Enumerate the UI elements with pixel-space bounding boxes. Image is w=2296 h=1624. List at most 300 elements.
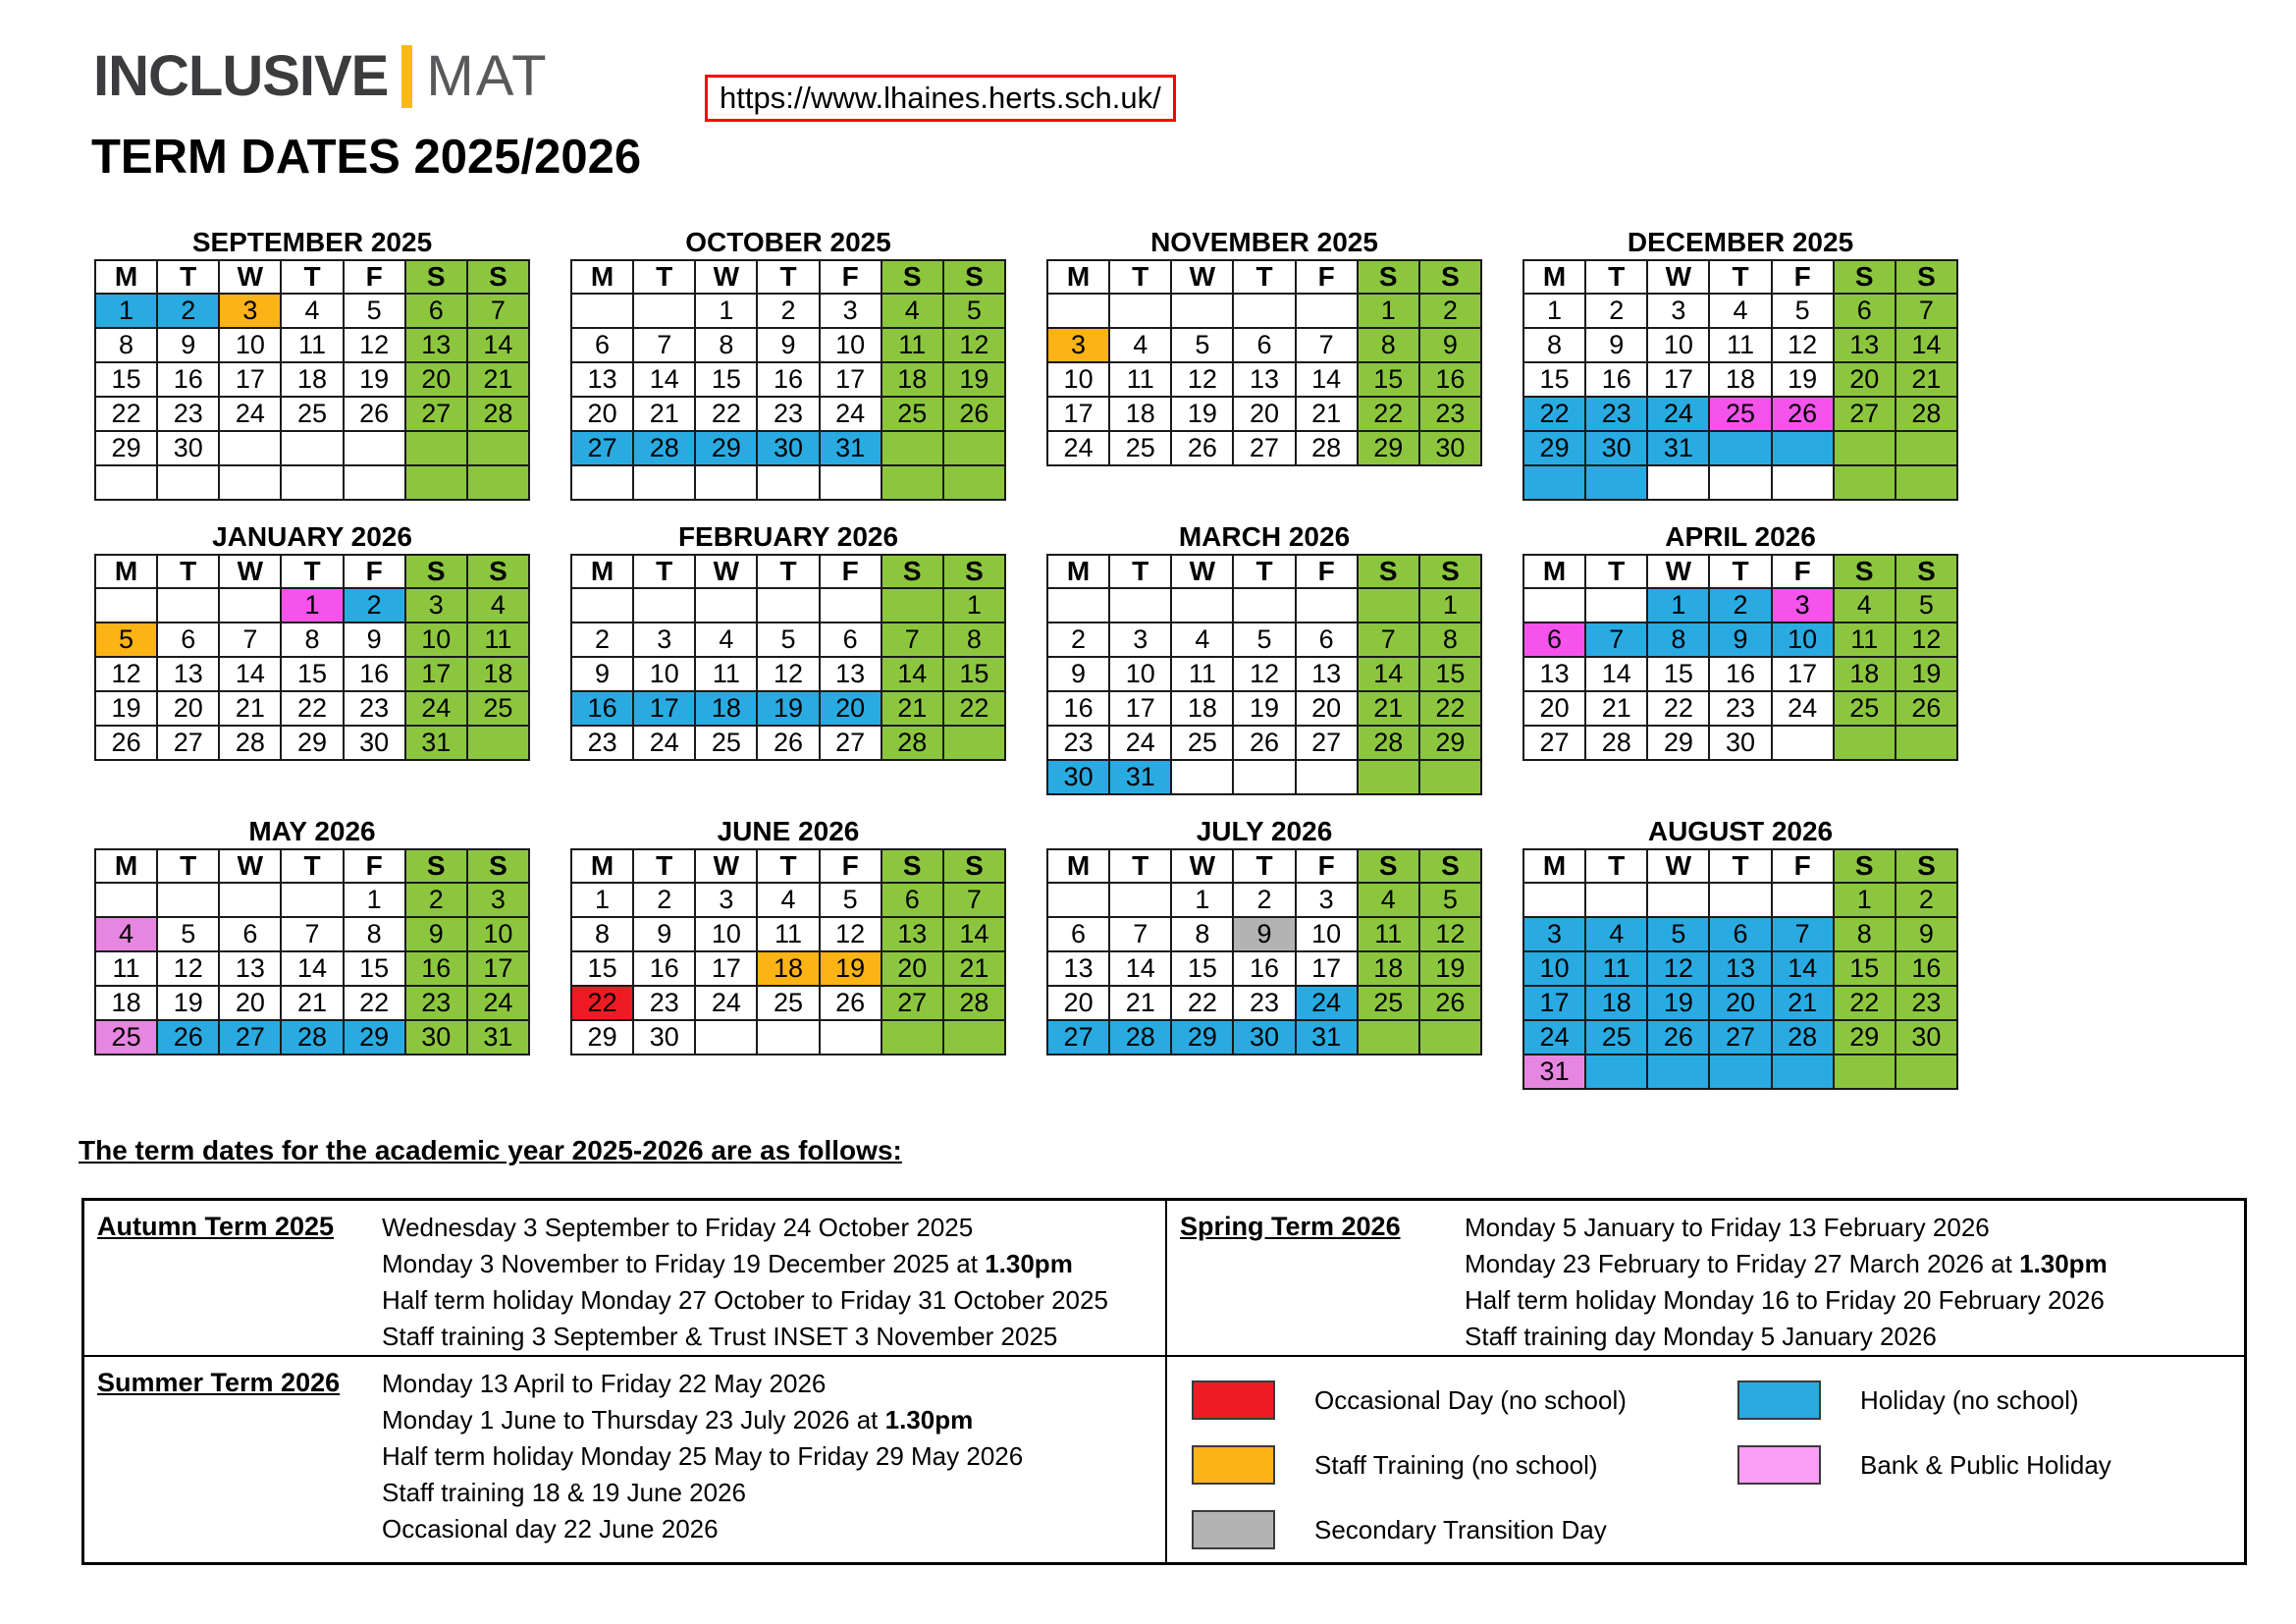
day-cell: [1709, 431, 1771, 465]
legend-item: [1192, 1380, 1737, 1420]
day-cell: [1834, 465, 1896, 500]
day-header-cell: S: [1834, 849, 1896, 883]
day-cell: 29: [281, 726, 343, 760]
day-header-cell: S: [1358, 849, 1419, 883]
day-header-cell: F: [1772, 555, 1834, 588]
day-cell: 19: [1772, 362, 1834, 397]
day-cell: 31: [405, 726, 467, 760]
day-cell: 29: [1358, 431, 1419, 465]
day-cell: 30: [1047, 760, 1109, 794]
term-detail-line: Monday 23 February to Friday 27 March 2026 at 1.30pm: [1465, 1249, 2108, 1278]
day-cell: 9: [1047, 657, 1109, 691]
day-cell: 23: [1419, 397, 1481, 431]
week-row: [571, 623, 1005, 657]
day-cell: 8: [281, 623, 343, 657]
day-cell: 14: [219, 657, 281, 691]
day-cell: 27: [157, 726, 219, 760]
term-detail-line: Monday 3 November to Friday 19 December 2025 at 1.30pm: [382, 1249, 1073, 1278]
week-row: [95, 986, 529, 1020]
day-header-cell: S: [1358, 260, 1419, 294]
day-cell: 22: [281, 691, 343, 726]
day-cell: 24: [1523, 1020, 1585, 1055]
day-cell: 29: [1523, 431, 1585, 465]
legend-swatch-blue: [1737, 1380, 1821, 1420]
day-cell: 17: [219, 362, 281, 397]
week-row: [1523, 726, 1957, 760]
day-cell: [1647, 465, 1709, 500]
day-cell: 29: [95, 431, 157, 465]
term-detail-line: Half term holiday Monday 25 May to Friday 29 May 2026: [382, 1441, 1024, 1471]
day-cell: 7: [1896, 294, 1957, 328]
day-header-cell: T: [1709, 555, 1771, 588]
week-row: [1047, 328, 1481, 362]
day-cell: 18: [1585, 986, 1647, 1020]
day-cell: [1109, 588, 1171, 623]
month-title: JULY 2026: [1196, 816, 1333, 846]
day-cell: 26: [1772, 397, 1834, 431]
day-cell: 22: [695, 397, 757, 431]
day-cell: 23: [1709, 691, 1771, 726]
day-cell: 21: [467, 362, 529, 397]
day-cell: 10: [820, 328, 881, 362]
day-cell: 21: [881, 691, 943, 726]
week-row: [95, 328, 529, 362]
day-cell: [1419, 760, 1481, 794]
day-cell: [571, 465, 633, 500]
day-cell: [1523, 465, 1585, 500]
term-detail-line: Monday 5 January to Friday 13 February 2026: [1465, 1213, 1990, 1242]
day-cell: 22: [344, 986, 405, 1020]
day-cell: 11: [1709, 328, 1771, 362]
day-header-cell: T: [757, 849, 819, 883]
day-cell: 5: [1772, 294, 1834, 328]
day-cell: 15: [571, 951, 633, 986]
day-header-cell: W: [1647, 849, 1709, 883]
week-row: [95, 691, 529, 726]
week-row: [1523, 691, 1957, 726]
day-cell: 1: [943, 588, 1005, 623]
day-cell: 20: [881, 951, 943, 986]
day-cell: [943, 431, 1005, 465]
week-row: [1523, 397, 1957, 431]
day-cell: 12: [1233, 657, 1295, 691]
day-cell: 15: [943, 657, 1005, 691]
day-cell: 2: [1709, 588, 1771, 623]
week-row: [95, 588, 529, 623]
day-header-cell: T: [157, 260, 219, 294]
day-cell: 17: [1772, 657, 1834, 691]
day-cell: 25: [1834, 691, 1896, 726]
day-cell: 29: [1171, 1020, 1233, 1055]
day-header-row: [571, 260, 1005, 294]
day-cell: [1585, 465, 1647, 500]
day-cell: 4: [95, 917, 157, 951]
day-cell: 25: [757, 986, 819, 1020]
day-cell: [1896, 465, 1957, 500]
day-cell: 10: [1047, 362, 1109, 397]
term-detail-line: Monday 13 April to Friday 22 May 2026: [382, 1369, 827, 1398]
week-row: [95, 951, 529, 986]
month-table: [94, 848, 530, 1056]
day-cell: 24: [695, 986, 757, 1020]
day-cell: 14: [1109, 951, 1171, 986]
week-row: [95, 883, 529, 917]
day-cell: 28: [1896, 397, 1957, 431]
day-cell: 13: [881, 917, 943, 951]
month-calendar: [1522, 228, 1958, 501]
day-cell: 15: [1358, 362, 1419, 397]
day-cell: 25: [467, 691, 529, 726]
week-row: [571, 588, 1005, 623]
day-header-cell: S: [1896, 555, 1957, 588]
day-cell: 8: [695, 328, 757, 362]
school-url-link[interactable]: https://www.lhaines.herts.sch.uk/: [705, 75, 1176, 122]
day-header-cell: S: [467, 260, 529, 294]
day-cell: 25: [95, 1020, 157, 1055]
day-cell: 23: [344, 691, 405, 726]
day-cell: 24: [820, 397, 881, 431]
month-calendar: [1046, 522, 1482, 795]
day-cell: 28: [1296, 431, 1358, 465]
term-section-summer: [84, 1355, 1165, 1562]
day-header-cell: F: [820, 849, 881, 883]
day-cell: 13: [157, 657, 219, 691]
day-cell: [1171, 588, 1233, 623]
day-cell: 26: [1419, 986, 1481, 1020]
week-row: [1523, 588, 1957, 623]
day-cell: 22: [1523, 397, 1585, 431]
day-cell: 20: [1523, 691, 1585, 726]
week-row: [95, 657, 529, 691]
day-cell: 27: [405, 397, 467, 431]
day-cell: 13: [1523, 657, 1585, 691]
day-cell: 29: [1419, 726, 1481, 760]
day-cell: 30: [1709, 726, 1771, 760]
day-cell: 21: [633, 397, 695, 431]
day-cell: [1772, 431, 1834, 465]
day-cell: 23: [1233, 986, 1295, 1020]
day-header-row: [1523, 849, 1957, 883]
week-row: [1523, 883, 1957, 917]
day-cell: [1296, 294, 1358, 328]
day-cell: [1523, 883, 1585, 917]
day-cell: 7: [633, 328, 695, 362]
day-cell: 12: [820, 917, 881, 951]
day-header-cell: W: [219, 555, 281, 588]
day-cell: 24: [1109, 726, 1171, 760]
day-cell: 10: [633, 657, 695, 691]
week-row: [95, 294, 529, 328]
day-cell: [1772, 883, 1834, 917]
day-cell: 24: [405, 691, 467, 726]
day-header-cell: S: [405, 849, 467, 883]
day-cell: 20: [820, 691, 881, 726]
day-header-cell: S: [943, 849, 1005, 883]
day-header-cell: M: [95, 260, 157, 294]
day-cell: 20: [219, 986, 281, 1020]
day-cell: 11: [1109, 362, 1171, 397]
day-cell: 13: [820, 657, 881, 691]
day-cell: [281, 883, 343, 917]
day-cell: 27: [881, 986, 943, 1020]
day-header-cell: T: [157, 555, 219, 588]
day-cell: 12: [943, 328, 1005, 362]
day-cell: 7: [219, 623, 281, 657]
day-header-cell: F: [344, 555, 405, 588]
week-row: [1523, 657, 1957, 691]
day-cell: [633, 465, 695, 500]
day-cell: [1585, 588, 1647, 623]
day-cell: [219, 588, 281, 623]
day-cell: 6: [881, 883, 943, 917]
month-title: FEBRUARY 2026: [677, 521, 899, 552]
day-cell: 27: [1233, 431, 1295, 465]
week-row: [1047, 362, 1481, 397]
day-cell: [1523, 588, 1585, 623]
week-row: [1047, 294, 1481, 328]
day-header-cell: S: [881, 260, 943, 294]
week-row: [571, 657, 1005, 691]
day-cell: 15: [1834, 951, 1896, 986]
day-cell: 14: [633, 362, 695, 397]
day-cell: 7: [943, 883, 1005, 917]
day-cell: 15: [695, 362, 757, 397]
day-header-cell: W: [1647, 555, 1709, 588]
day-header-cell: S: [1419, 849, 1481, 883]
day-cell: [405, 465, 467, 500]
day-cell: [1233, 760, 1295, 794]
week-row: [1047, 431, 1481, 465]
day-cell: [757, 588, 819, 623]
day-cell: 8: [95, 328, 157, 362]
day-cell: 19: [1419, 951, 1481, 986]
day-cell: 5: [1647, 917, 1709, 951]
day-cell: 7: [1109, 917, 1171, 951]
day-cell: 12: [1647, 951, 1709, 986]
day-header-cell: S: [1896, 849, 1957, 883]
month-title: APRIL 2026: [1665, 521, 1816, 552]
day-cell: [219, 431, 281, 465]
week-row: [571, 431, 1005, 465]
day-header-cell: W: [1171, 555, 1233, 588]
week-row: [1523, 362, 1957, 397]
day-cell: 17: [1109, 691, 1171, 726]
day-cell: 17: [820, 362, 881, 397]
day-cell: 16: [1233, 951, 1295, 986]
day-header-cell: M: [1523, 849, 1585, 883]
day-header-row: [95, 555, 529, 588]
day-cell: 23: [633, 986, 695, 1020]
day-header-cell: S: [1834, 260, 1896, 294]
day-cell: 17: [1047, 397, 1109, 431]
day-header-cell: T: [281, 555, 343, 588]
day-cell: [219, 465, 281, 500]
day-cell: 11: [1834, 623, 1896, 657]
day-cell: 7: [1296, 328, 1358, 362]
day-cell: [1709, 1055, 1771, 1089]
month-calendar: [570, 228, 1006, 501]
day-cell: 11: [1171, 657, 1233, 691]
day-cell: 11: [1358, 917, 1419, 951]
day-cell: 9: [1233, 917, 1295, 951]
day-header-cell: S: [943, 555, 1005, 588]
day-cell: 29: [1647, 726, 1709, 760]
month-title: JUNE 2026: [717, 816, 860, 846]
day-cell: 14: [1896, 328, 1957, 362]
day-cell: 24: [467, 986, 529, 1020]
day-cell: 18: [881, 362, 943, 397]
week-row: [1523, 465, 1957, 500]
day-cell: 9: [405, 917, 467, 951]
day-cell: 25: [1709, 397, 1771, 431]
day-header-cell: F: [1772, 260, 1834, 294]
day-header-row: [1523, 555, 1957, 588]
week-row: [571, 465, 1005, 500]
day-cell: 28: [1772, 1020, 1834, 1055]
day-cell: 12: [1772, 328, 1834, 362]
day-cell: 16: [1047, 691, 1109, 726]
month-calendar: [1522, 817, 1958, 1090]
day-cell: 28: [1585, 726, 1647, 760]
week-row: [571, 294, 1005, 328]
term-detail-line: Staff training 3 September & Trust INSET 3 November 2025: [382, 1322, 1058, 1351]
day-cell: 7: [1358, 623, 1419, 657]
day-cell: [1419, 1020, 1481, 1055]
day-header-cell: W: [219, 849, 281, 883]
day-cell: 21: [1896, 362, 1957, 397]
day-cell: [1647, 883, 1709, 917]
day-cell: [95, 465, 157, 500]
day-cell: 23: [1585, 397, 1647, 431]
term-lines: [1465, 1210, 2108, 1355]
day-cell: 16: [571, 691, 633, 726]
day-cell: [1233, 294, 1295, 328]
day-header-cell: M: [571, 849, 633, 883]
day-cell: 2: [633, 883, 695, 917]
day-cell: 16: [405, 951, 467, 986]
day-cell: 15: [1523, 362, 1585, 397]
day-cell: 27: [1523, 726, 1585, 760]
day-cell: [467, 431, 529, 465]
day-cell: 17: [405, 657, 467, 691]
day-cell: 4: [281, 294, 343, 328]
legend-label: Secondary Transition Day: [1314, 1514, 1607, 1544]
day-header-cell: S: [467, 555, 529, 588]
day-cell: [1047, 294, 1109, 328]
week-row: [1047, 588, 1481, 623]
day-header-row: [571, 555, 1005, 588]
day-cell: 18: [1171, 691, 1233, 726]
day-cell: 4: [1585, 917, 1647, 951]
week-row: [95, 362, 529, 397]
day-cell: [1047, 588, 1109, 623]
day-cell: 23: [405, 986, 467, 1020]
day-header-cell: T: [633, 849, 695, 883]
day-cell: 30: [344, 726, 405, 760]
day-cell: 17: [1523, 986, 1585, 1020]
day-cell: [344, 465, 405, 500]
day-cell: 6: [157, 623, 219, 657]
day-cell: 16: [1419, 362, 1481, 397]
day-cell: [633, 588, 695, 623]
day-cell: 31: [467, 1020, 529, 1055]
logo-divider-bar: [401, 45, 412, 108]
day-cell: 6: [1834, 294, 1896, 328]
day-header-cell: T: [633, 260, 695, 294]
day-cell: 21: [281, 986, 343, 1020]
day-cell: [943, 726, 1005, 760]
day-cell: [757, 465, 819, 500]
day-header-cell: F: [344, 260, 405, 294]
week-row: [571, 328, 1005, 362]
legend-swatch-orange: [1192, 1445, 1275, 1485]
day-cell: 2: [405, 883, 467, 917]
day-header-cell: F: [820, 555, 881, 588]
day-cell: 18: [467, 657, 529, 691]
day-cell: 8: [1647, 623, 1709, 657]
day-cell: 11: [95, 951, 157, 986]
day-header-cell: W: [219, 260, 281, 294]
day-header-row: [1523, 260, 1957, 294]
day-cell: 5: [820, 883, 881, 917]
day-cell: 18: [1109, 397, 1171, 431]
day-header-cell: T: [1233, 260, 1295, 294]
day-cell: 10: [1772, 623, 1834, 657]
day-cell: 6: [1296, 623, 1358, 657]
day-cell: 4: [467, 588, 529, 623]
week-row: [95, 397, 529, 431]
day-cell: 18: [695, 691, 757, 726]
day-cell: 17: [467, 951, 529, 986]
day-cell: [1772, 726, 1834, 760]
day-cell: [1171, 294, 1233, 328]
legend-item: [1192, 1510, 1737, 1549]
month-title: SEPTEMBER 2025: [191, 227, 433, 257]
day-header-cell: T: [1585, 555, 1647, 588]
day-cell: 13: [1296, 657, 1358, 691]
week-row: [1047, 623, 1481, 657]
day-cell: [571, 294, 633, 328]
day-cell: 15: [1647, 657, 1709, 691]
month-calendar: [570, 817, 1006, 1056]
day-cell: [1834, 726, 1896, 760]
day-cell: 30: [157, 431, 219, 465]
day-header-cell: M: [1047, 555, 1109, 588]
day-cell: 25: [695, 726, 757, 760]
day-cell: 4: [1709, 294, 1771, 328]
day-cell: 5: [757, 623, 819, 657]
day-cell: [633, 294, 695, 328]
day-cell: [571, 588, 633, 623]
term-detail-line: Staff training 18 & 19 June 2026: [382, 1478, 747, 1507]
term-name: Autumn Term 2025: [97, 1212, 335, 1241]
day-cell: [1109, 294, 1171, 328]
day-cell: 27: [571, 431, 633, 465]
day-cell: 15: [344, 951, 405, 986]
week-row: [1523, 294, 1957, 328]
day-header-cell: T: [1709, 849, 1771, 883]
day-cell: 23: [1896, 986, 1957, 1020]
day-cell: 12: [95, 657, 157, 691]
day-cell: [95, 588, 157, 623]
day-cell: 1: [95, 294, 157, 328]
term-detail-line: Half term holiday Monday 16 to Friday 20 February 2026: [1465, 1285, 2105, 1315]
day-cell: 11: [881, 328, 943, 362]
day-cell: 29: [695, 431, 757, 465]
day-cell: 3: [405, 588, 467, 623]
month-calendar: [1522, 522, 1958, 761]
day-cell: 22: [95, 397, 157, 431]
